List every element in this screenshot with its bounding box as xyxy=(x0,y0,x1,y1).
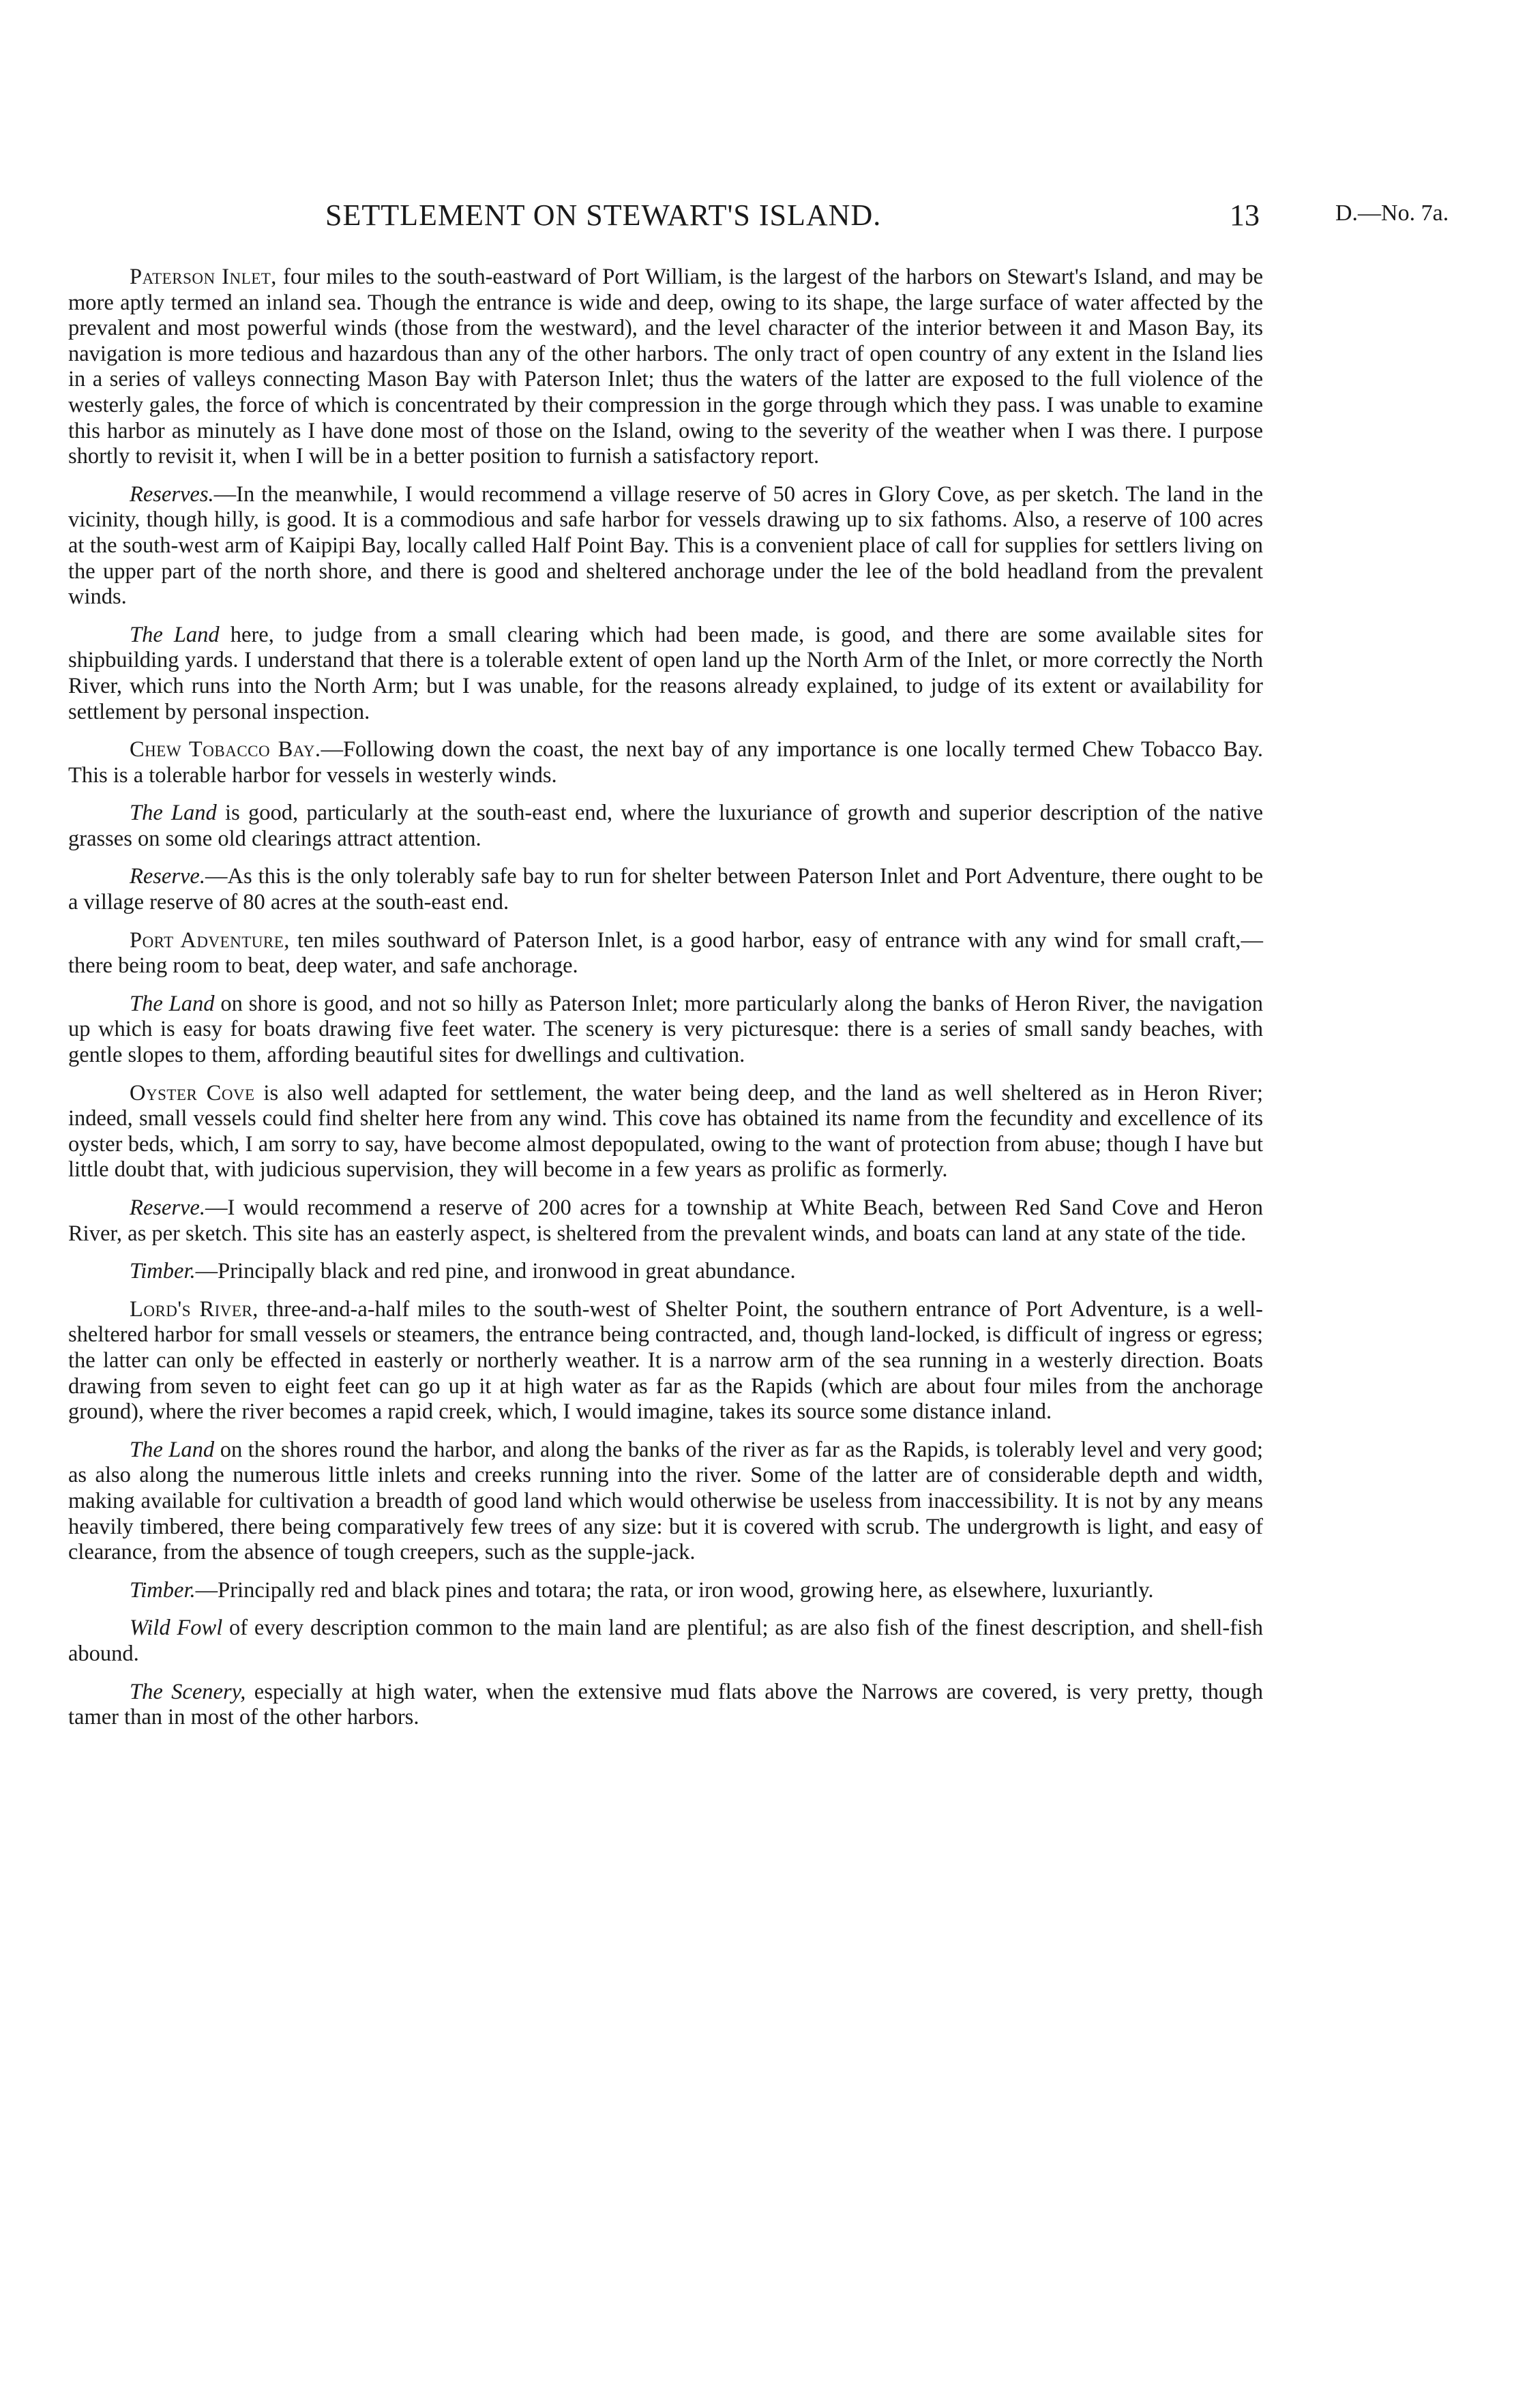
paragraph-text: on shore is good, and not so hilly as Paterson Inlet; more particularly along the banks of Heron River, the navigation up which is easy for boats drawing five feet water. The scenery is very picturesque: there is a series of small sandy beaches, with gentle slopes to them, affording beautiful sites for dwellings and cultivation. xyxy=(68,991,1264,1068)
paragraph-the-land xyxy=(68,623,1263,725)
paragraph-text: ten miles southward of Paterson Inlet, is a good harbor, easy of entrance with any wind for small craft,—there being room to beat, deep water, and safe anchorage. xyxy=(68,927,1263,979)
paragraph-text: four miles to the south-eastward of Port William, is the largest of the harbors on Stewart's Island, and may be more aptly termed an inland sea. Though the entrance is wide and deep, owing to its shape, the large surface of water affected by the prevalent and most powerful winds (those from the westward), and the level character of the interior between it and Mason Bay, its navigation is more tedious and hazardous than any of the other harbors. The only tract of open country of any extent in the Island lies in a series of valleys connecting Mason Bay with Paterson Inlet; thus the waters of the latter are exposed to the full violence of the westerly gales, the force of which is concentrated by their compression in the gorge through which they pass. I was unable to examine this harbor as minutely as I have done most of those on the Island, owing to the severity of the weather when I was there. I purpose shortly to revisit it, when I will be in a better position to furnish a satisfactory report. xyxy=(68,265,1264,469)
paragraph-text: —I would recommend a reserve of 200 acres for a township at White Beach, between Red Sand Cove and Heron River, as per sketch. This site has an easterly aspect, is sheltered from the prevalent winds, and boats can land at any state of the tide. xyxy=(68,1195,1263,1246)
paragraph-heading: Timber. xyxy=(130,1259,196,1284)
paragraph-text: on the shores round the harbor, and along the banks of the river as far as the Rapids, is tolerably level and very good; as also along the numerous little inlets and creeks running into the river. Some of the latter are of considerable depth and width, making available for cultivation a breadth of good land which would otherwise be useless from inaccessibility. It is not by any means heavily timbered, there being comparatively few trees of any size: but it is covered with scrub. The undergrowth is light, and easy of clearance, from the absence of tough creepers, such as the supple-jack. xyxy=(68,1437,1263,1565)
paragraph-heading: Paterson Inlet, xyxy=(130,265,277,289)
paragraph-wild-fowl xyxy=(68,1616,1263,1667)
paragraph-heading: Reserve. xyxy=(130,864,205,889)
paragraph-timber xyxy=(68,1259,1263,1285)
paragraph-lords-river xyxy=(68,1297,1263,1425)
paragraph-text: —Following down the coast, the next bay of any importance is one locally termed Chew Tobacco Bay. This is a tolerable harbor for vessels in westerly winds. xyxy=(68,737,1263,788)
paragraph-heading: Wild Fowl xyxy=(130,1616,223,1641)
paragraph-text: is good, particularly at the south-east end, where the luxuriance of growth and superior description of the native grasses on some old clearings attract attention. xyxy=(68,801,1263,851)
paragraph-text: —In the meanwhile, I would recommend a village reserve of 50 acres in Glory Cove, as per sketch. The land in the vicinity, though hilly, is good. It is a commodious and safe harbor for vessels drawing up to six fathoms. Also, a reserve of 100 acres at the south-west arm of Kaipipi Bay, locally called Half Point Bay. This is a convenient place of call for supplies for settlers living on the upper part of the north shore, and there is good and sheltered anchorage under the lee of the bold headland from the prevalent winds. xyxy=(68,481,1263,610)
paragraph-text: is also well adapted for settlement, the water being deep, and the land as well sheltered as in Heron River; indeed, small vessels could find shelter here from any wind. This cove has obtained its name from the fecundity and excellence of its oyster beds, which, I am sorry to say, have become almost depopulated, owing to the want of protection from abuse; though I have but little doubt that, with judicious supervision, they will become in a few years as prolific as formerly. xyxy=(68,1080,1263,1183)
paragraph-text: three-and-a-half miles to the south-west of Shelter Point, the southern entrance of Port Adventure, is a well-sheltered harbor for small vessels or steamers, the entrance being contracted, and, though land-locked, is difficult of ingress or egress; the latter can only be effected in easterly or northerly weather. It is a narrow arm of the sea running in a westerly direction. Boats drawing from seven to eight feet can go up it at high water as far as the Rapids (which are about four miles from the anchorage ground), where the river becomes a rapid creek, which, I would imagine, takes its source some distance inland. xyxy=(68,1296,1263,1425)
running-title: SETTLEMENT ON STEWART'S ISLAND. xyxy=(325,198,882,232)
paragraph-oyster-cove xyxy=(68,1081,1263,1183)
paragraph-the-land xyxy=(68,1438,1263,1566)
paragraph-heading: Port Adventure, xyxy=(130,927,290,953)
paragraph-reserve xyxy=(68,864,1263,915)
page-header xyxy=(0,198,1514,239)
paragraph-text: —Principally red and black pines and totara; the rata, or iron wood, growing here, as elsewhere, luxuriantly. xyxy=(195,1577,1154,1603)
paragraph-the-scenery xyxy=(68,1680,1263,1731)
document-body xyxy=(68,265,1263,1743)
paragraph-reserves xyxy=(68,482,1263,610)
paragraph-heading: Reserves. xyxy=(130,481,214,507)
paragraph-heading: Oyster Cove xyxy=(130,1080,255,1105)
paragraph-the-land xyxy=(68,992,1263,1069)
paragraph-heading: Chew Tobacco Bay. xyxy=(130,737,321,762)
document-reference: D.—No. 7a. xyxy=(1335,200,1449,226)
paragraph-text: especially at high water, when the extensive mud flats above the Narrows are covered, is very pretty, though tamer than in most of the other harbors. xyxy=(68,1679,1263,1730)
paragraph-port-adventure xyxy=(68,928,1263,979)
paragraph-text: —As this is the only tolerably safe bay to run for shelter between Paterson Inlet and Port Adventure, there ought to be a village reserve of 80 acres at the south-east end. xyxy=(68,864,1263,915)
paragraph-text: —Principally black and red pine, and ironwood in great abundance. xyxy=(195,1259,796,1284)
paragraph-heading: The Land xyxy=(130,1437,215,1462)
paragraph-heading: The Land xyxy=(130,991,215,1016)
paragraph-paterson-inlet xyxy=(68,265,1263,470)
page-number: 13 xyxy=(1230,198,1260,232)
paragraph-heading: The Scenery, xyxy=(130,1679,246,1704)
paragraph-heading: Lord's River, xyxy=(130,1296,258,1322)
paragraph-timber xyxy=(68,1578,1263,1604)
paragraph-text: of every description common to the main land are plentiful; as are also fish of the finest description, and shell-fish abound. xyxy=(68,1616,1263,1666)
paragraph-heading: Reserve. xyxy=(130,1195,205,1220)
paragraph-heading: The Land xyxy=(130,801,217,826)
paragraph-the-land xyxy=(68,801,1263,852)
paragraph-heading: The Land xyxy=(130,622,220,647)
paragraph-text: here, to judge from a small clearing which had been made, is good, and there are some available sites for shipbuilding yards. I understand that there is a tolerable extent of open land up the North Arm of the Inlet, or more correctly the North River, which runs into the North Arm; but I was unable, for the reasons already explained, to judge of its extent or availability for settlement by personal inspection. xyxy=(68,622,1264,724)
paragraph-chew-tobacco-bay xyxy=(68,737,1263,788)
paragraph-reserve xyxy=(68,1195,1263,1247)
paragraph-heading: Timber. xyxy=(130,1577,196,1603)
